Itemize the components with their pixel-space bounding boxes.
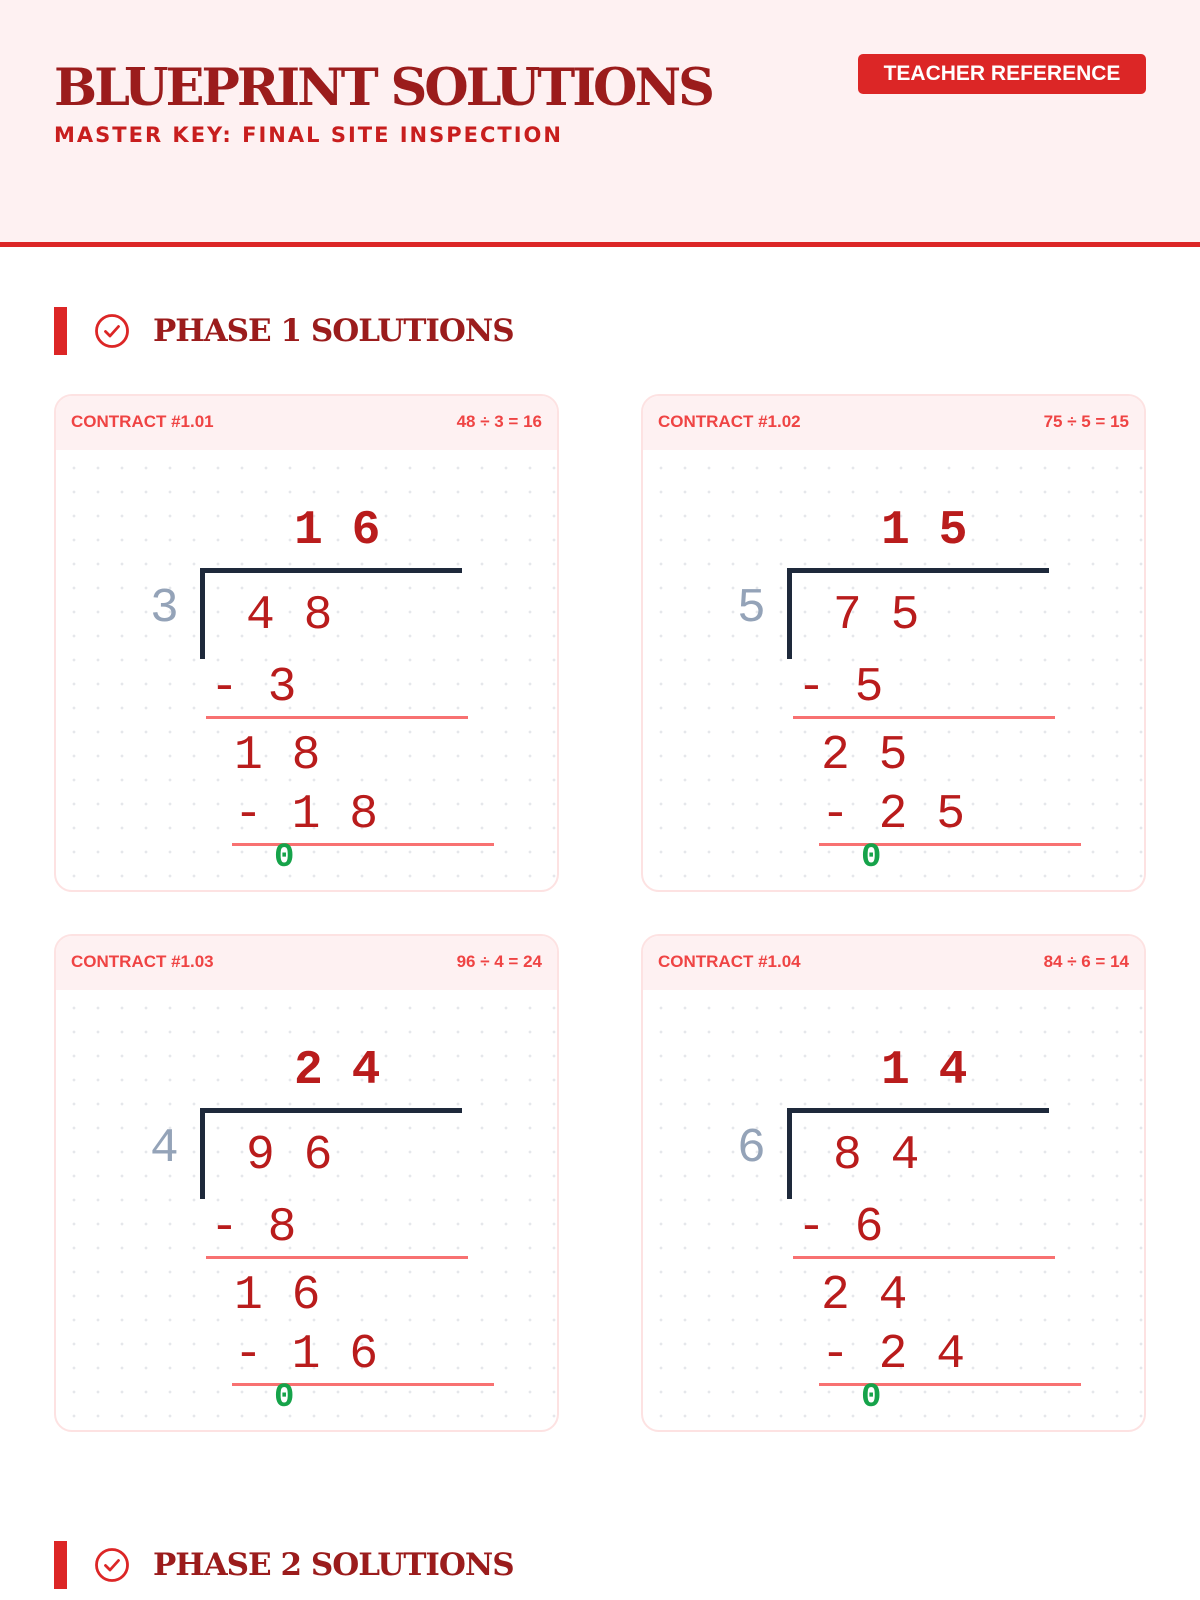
subtraction-rule	[232, 843, 494, 846]
subtraction-rule	[232, 1383, 494, 1386]
contract-label: CONTRACT #1.02	[658, 412, 801, 431]
solution-card	[54, 934, 559, 1432]
final-remainder: 0	[861, 839, 882, 877]
division-bracket-horizontal	[787, 568, 1049, 573]
dividend: 4 8	[246, 589, 333, 643]
final-remainder: 0	[274, 1379, 295, 1417]
teacher-reference-badge: TEACHER REFERENCE	[858, 54, 1146, 94]
division-bracket-horizontal	[200, 568, 462, 573]
subtraction-rule	[793, 1256, 1055, 1259]
quotient: 2 4	[294, 1044, 381, 1098]
equation-summary: 75 ÷ 5 = 15	[1043, 412, 1129, 431]
second-subtraction: - 1 8	[234, 788, 379, 842]
first-subtraction: - 8	[210, 1201, 297, 1255]
first-remainder: 2 4	[821, 1269, 908, 1323]
first-remainder: 1 8	[234, 729, 321, 783]
solution-card	[641, 934, 1146, 1432]
page-subtitle: MASTER KEY: FINAL SITE INSPECTION	[54, 123, 563, 147]
first-subtraction: - 5	[797, 661, 884, 715]
divisor: 5	[737, 582, 766, 636]
section-header-phase-2	[54, 1541, 754, 1589]
quotient: 1 5	[881, 504, 968, 558]
card-header	[56, 936, 557, 990]
second-subtraction: - 2 5	[821, 788, 966, 842]
page-header	[0, 0, 1200, 247]
card-header	[56, 396, 557, 450]
subtraction-rule	[819, 843, 1081, 846]
subtraction-rule	[793, 716, 1055, 719]
division-bracket-horizontal	[787, 1108, 1049, 1113]
contract-label: CONTRACT #1.03	[71, 952, 214, 971]
long-division-workspace	[643, 450, 1144, 890]
dividend: 7 5	[833, 589, 920, 643]
solution-card	[641, 394, 1146, 892]
divisor: 6	[737, 1122, 766, 1176]
subtraction-rule	[206, 1256, 468, 1259]
contract-label: CONTRACT #1.01	[71, 412, 214, 431]
division-bracket-vertical	[200, 1108, 205, 1199]
first-subtraction: - 6	[797, 1201, 884, 1255]
check-circle-icon	[94, 313, 130, 349]
section-header-phase-1	[54, 307, 754, 355]
second-subtraction: - 2 4	[821, 1328, 966, 1382]
equation-summary: 96 ÷ 4 = 24	[456, 952, 542, 971]
first-remainder: 1 6	[234, 1269, 321, 1323]
final-remainder: 0	[861, 1379, 882, 1417]
quotient: 1 4	[881, 1044, 968, 1098]
contract-label: CONTRACT #1.04	[658, 952, 801, 971]
card-header	[643, 936, 1144, 990]
first-subtraction: - 3	[210, 661, 297, 715]
final-remainder: 0	[274, 839, 295, 877]
long-division-workspace	[56, 450, 557, 890]
dividend: 9 6	[246, 1129, 333, 1183]
subtraction-rule	[819, 1383, 1081, 1386]
section-title: PHASE 1 SOLUTIONS	[153, 313, 514, 349]
dividend: 8 4	[833, 1129, 920, 1183]
equation-summary: 84 ÷ 6 = 14	[1043, 952, 1129, 971]
division-bracket-vertical	[200, 568, 205, 659]
check-circle-icon	[94, 1547, 130, 1583]
divisor: 4	[150, 1122, 179, 1176]
division-bracket-vertical	[787, 568, 792, 659]
long-division-workspace	[56, 990, 557, 1430]
quotient: 1 6	[294, 504, 381, 558]
section-accent-bar	[54, 307, 67, 355]
subtraction-rule	[206, 716, 468, 719]
section-title: PHASE 2 SOLUTIONS	[153, 1547, 514, 1583]
card-header	[643, 396, 1144, 450]
long-division-workspace	[643, 990, 1144, 1430]
division-bracket-horizontal	[200, 1108, 462, 1113]
second-subtraction: - 1 6	[234, 1328, 379, 1382]
first-remainder: 2 5	[821, 729, 908, 783]
equation-summary: 48 ÷ 3 = 16	[456, 412, 542, 431]
divisor: 3	[150, 582, 179, 636]
section-accent-bar	[54, 1541, 67, 1589]
division-bracket-vertical	[787, 1108, 792, 1199]
page-title: BLUEPRINT SOLUTIONS	[54, 58, 712, 118]
solution-card	[54, 394, 559, 892]
